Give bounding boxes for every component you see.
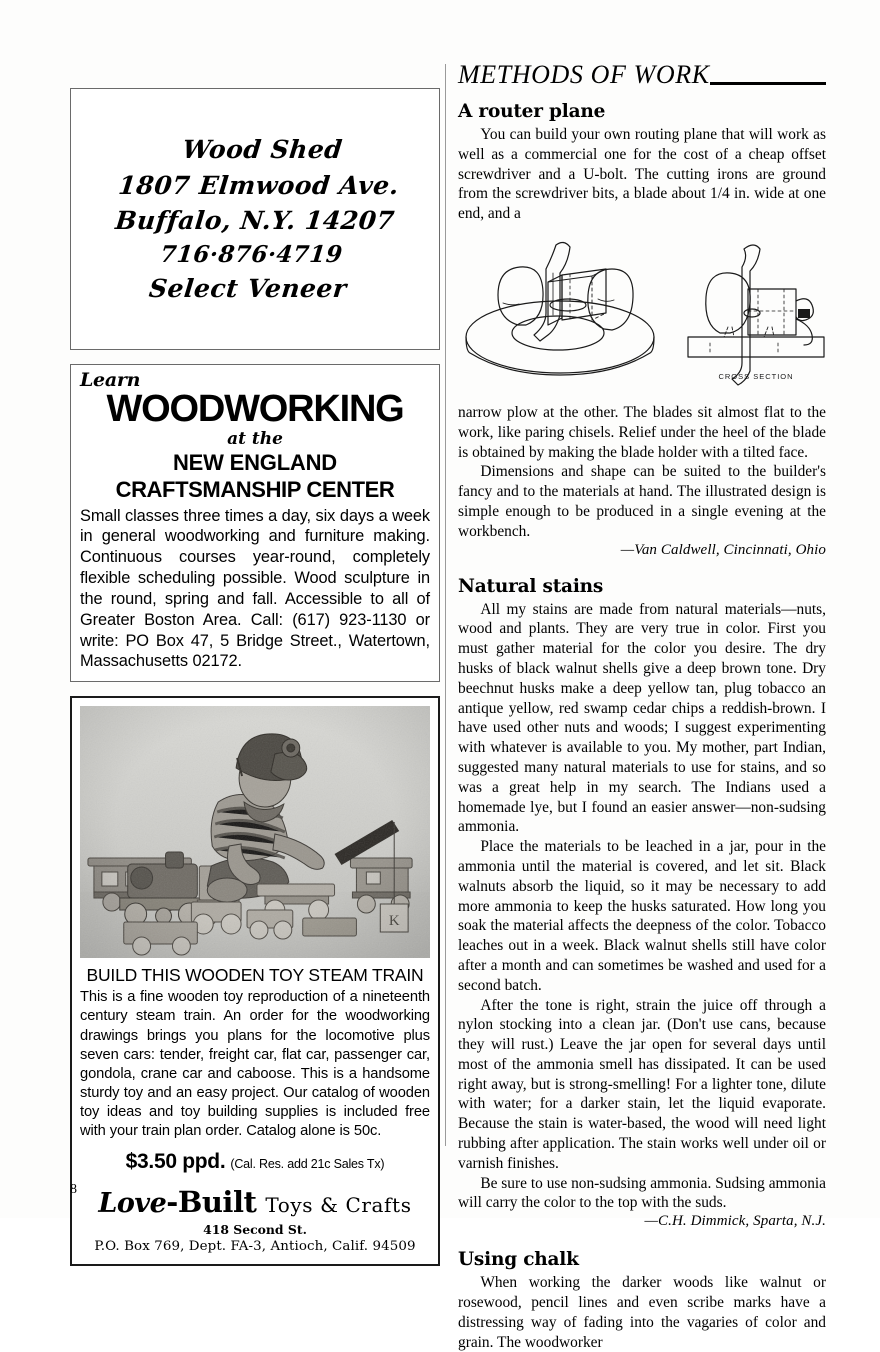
paragraph: When working the darker woods like walnut or rosewood, pencil lines and even scribe marks have a distressing way of fading into the vagaries of color and grain. The woodworker: [458, 1274, 826, 1351]
paragraph: Be sure to use non-sudsing ammonia. Sudsing ammonia will carry the color to the top with the suds.: [458, 1174, 826, 1212]
department-title: METHODS OF WORK: [458, 60, 710, 89]
paragraph: Place the materials to be leached in a jar, pour in the ammonia until the material is covered, and let sit. Black walnuts absorb the liquid, so it may be necessary to add more ammonia to keep the husks saturated. How long you soak the material affects the deepness of the color. Tobacco leaches out in a week. Black walnut shells still have color after a month and can sometimes be washed and used for a second batch.: [458, 838, 826, 994]
toy-train-address-line-1: 418 Second St.: [203, 1222, 307, 1238]
school-org-line-1: NEW ENGLAND: [172, 450, 337, 476]
paragraph: You can build your own routing plane that will work as well as a commercial one for the cost of a cheap offset screwdriver and a U-bolt. The cutting irons are ground from the screwdriver bits, a blade about 1/4 in. wide at one end, and a: [458, 126, 826, 223]
wood-shed-tagline: Select Veneer: [147, 273, 348, 303]
byline-van-caldwell: —Van Caldwell, Cincinnati, Ohio: [620, 541, 826, 558]
toy-train-price-note: (Cal. Res. add 21c Sales Tx): [230, 1157, 385, 1172]
toy-train-address-line-2: P.O. Box 769, Dept. FA-3, Antioch, Calif. 94509: [94, 1239, 416, 1255]
department-header-rule: [710, 82, 826, 85]
wood-shed-phone: 716·876·4719: [158, 240, 344, 268]
toy-train-price-row: [80, 1150, 430, 1174]
toy-train-brand-row: [80, 1185, 430, 1219]
brand-bold-built: -Built: [166, 1185, 257, 1220]
brand-script-love: Love: [98, 1188, 167, 1220]
ad-new-england-craftsmanship-center: [70, 364, 440, 682]
column-divider-rule: [445, 64, 446, 1146]
toy-train-photo: [80, 706, 430, 958]
toy-train-body-text: This is a fine wooden toy reproduction of a nineteenth century steam train. An order for the woodworking drawings brings you plans for the locomotive plus seven cars: tender, freight car, flat car, passenger car, gondola, crane car and caboose. This is a handsome sturdy toy and an easy project. Our catalog of wooden toy ideas and toy building supplies is included free with your train plan order. Catalog alone is 50c.: [80, 989, 430, 1140]
school-learn-word: Learn: [80, 369, 141, 391]
section-heading-router-plane: A router plane: [458, 101, 606, 122]
byline-ch-dimmick: —C.H. Dimmick, Sparta, N.J.: [644, 1213, 826, 1230]
section-heading-natural-stains: Natural stains: [458, 575, 604, 597]
ad-wood-shed: [70, 88, 440, 350]
wood-shed-street: 1807 Elmwood Ave.: [116, 170, 401, 200]
section-heading-using-chalk: Using chalk: [458, 1249, 579, 1271]
wood-shed-city-state-zip: Buffalo, N.Y. 14207: [113, 205, 396, 235]
brand-toys-and-crafts: Toys & Crafts: [265, 1193, 412, 1218]
paragraph: After the tone is right, strain the juice off through a nylon stocking into a clean jar. (Don't use cans, because they will rust.) Leave the jar open for several days until most of the ammonia smell has dissipated. It can be used right away, but is strong-smelling! For a lighter tone, dilute with water; for a darker stain, let the liquid evaporate. Because the stain is water-based, the wood will need light rubbing after application. The stain works well under oil or varnish finishes.: [458, 996, 826, 1172]
paragraph: narrow plow at the other. The blades sit almost flat to the work, like paring chisels. Relief under the heel of the blade is obtained by making the blade holder with a tilted face.: [458, 403, 826, 461]
department-header: [458, 62, 826, 88]
school-at-the: at the: [227, 428, 283, 449]
advertisement-column: [70, 88, 440, 1266]
article-column: [458, 62, 826, 1352]
toy-train-headline: BUILD THIS WOODEN TOY STEAM TRAIN: [86, 965, 424, 986]
school-org-line-2: CRAFTSMANSHIP CENTER: [115, 476, 395, 502]
school-headline: WOODWORKING: [106, 387, 404, 430]
wood-shed-name: Wood Shed: [180, 134, 344, 164]
page-number: 8: [70, 1182, 77, 1197]
school-body-text: Small classes three times a day, six days a week in general woodworking and furniture making. Continuous courses year-round, completely flexible scheduling possible. Wood sculpture in the round, spring and fall. Accessible to all of Greater Boston Area. Call: (617) 923-1130 or write: PO Box 47, 5 Bridge Street., Watertown, Massachusetts 02172.: [80, 506, 430, 671]
toy-train-price: $3.50 ppd.: [125, 1150, 226, 1174]
using-chalk-body: [458, 1273, 826, 1352]
paragraph: Dimensions and shape can be suited to the builder's fancy and to the materials at hand. The illustrated design is simple enough to be produced in a single evening at the workbench.: [458, 463, 826, 540]
figure-label-cross-section: CROSS SECTION: [718, 371, 794, 381]
natural-stains-body: [458, 600, 826, 1214]
paragraph: All my stains are made from natural materials—nuts, wood and plants. They are very true in color. First you must gather material for the color you desire. The dry husks of black walnut shells give a deep brown tone. Dry beechnut husks make a deep yellow tan, plug tobacco an antique yellow, red swamp cedar chips a reddish-brown. I have used other nuts and woods; I suggest experimenting with whatever is available to you. My mother, part Indian, suggested many natural materials to use for stains, and so was a great help in my search. The Indians used a homemade lye, but I found an easier answer—non-sudsing ammonia.: [458, 600, 826, 836]
router-plane-intro: [458, 125, 826, 224]
ad-love-built-toy-train: [70, 696, 440, 1266]
wood-shed-script-block: [106, 132, 405, 307]
router-plane-figure: [458, 233, 826, 393]
router-plane-continuation: [458, 403, 826, 542]
